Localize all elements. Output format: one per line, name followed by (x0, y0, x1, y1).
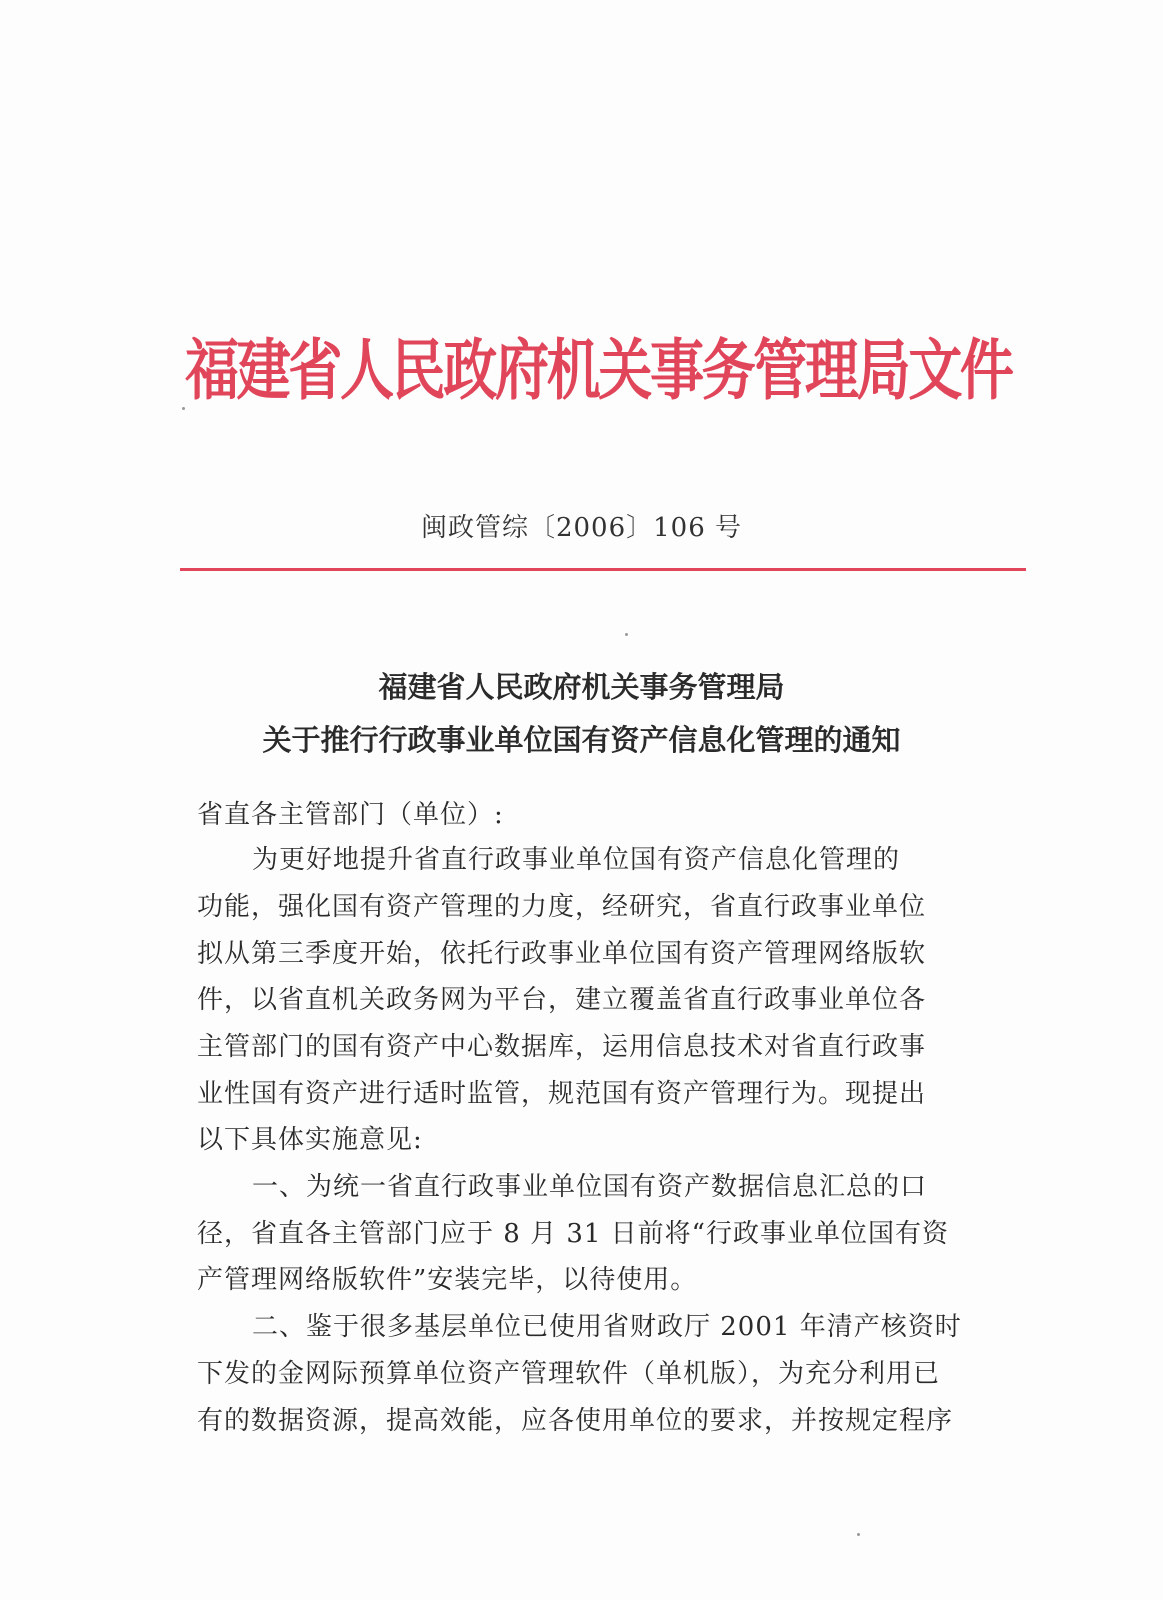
body-line-9: 径，省直各主管部门应于 8 月 31 日前将“行政事业单位国有资 (197, 1219, 949, 1249)
body-line-5: 主管部门的国有资产中心数据库，运用信息技术对省直行政事 (197, 1032, 927, 1062)
body-line-10: 产管理网络版软件”安装完毕，以待使用。 (197, 1265, 698, 1295)
document-number: 闽政管综〔2006〕106 号 (420, 513, 743, 543)
body-line-8: 一、为统一省直行政事业单位国有资产数据信息汇总的口 (252, 1172, 928, 1202)
scan-speck (625, 633, 628, 636)
scan-speck (857, 1533, 860, 1536)
body-line-2: 功能，强化国有资产管理的力度，经研究，省直行政事业单位 (197, 892, 927, 922)
salutation: 省直各主管部门（单位）: (197, 800, 504, 830)
body-line-6: 业性国有资产进行适时监管，规范国有资产管理行为。现提出 (197, 1079, 927, 1109)
scan-speck (182, 407, 185, 410)
body-line-7: 以下具体实施意见: (197, 1125, 423, 1155)
body-line-4: 件，以省直机关政务网为平台，建立覆盖省直行政事业单位各 (197, 985, 927, 1015)
red-header-title: 福建省人民政府机关事务管理局文件 (185, 331, 1012, 409)
body-line-3: 拟从第三季度开始，依托行政事业单位国有资产管理网络版软 (197, 939, 927, 969)
red-divider-rule (180, 568, 1026, 571)
body-line-1: 为更好地提升省直行政事业单位国有资产信息化管理的 (252, 845, 901, 875)
body-line-13: 有的数据资源，提高效能，应各使用单位的要求，并按规定程序 (197, 1406, 954, 1436)
body-line-11: 二、鉴于很多基层单位已使用省财政厅 2001 年清产核资时 (252, 1312, 962, 1342)
notice-title-line-2: 关于推行行政事业单位国有资产信息化管理的通知 (262, 723, 901, 757)
notice-title-line-1: 福建省人民政府机关事务管理局 (378, 670, 785, 704)
body-line-12: 下发的金网际预算单位资产管理软件（单机版），为充分利用已 (197, 1359, 941, 1389)
